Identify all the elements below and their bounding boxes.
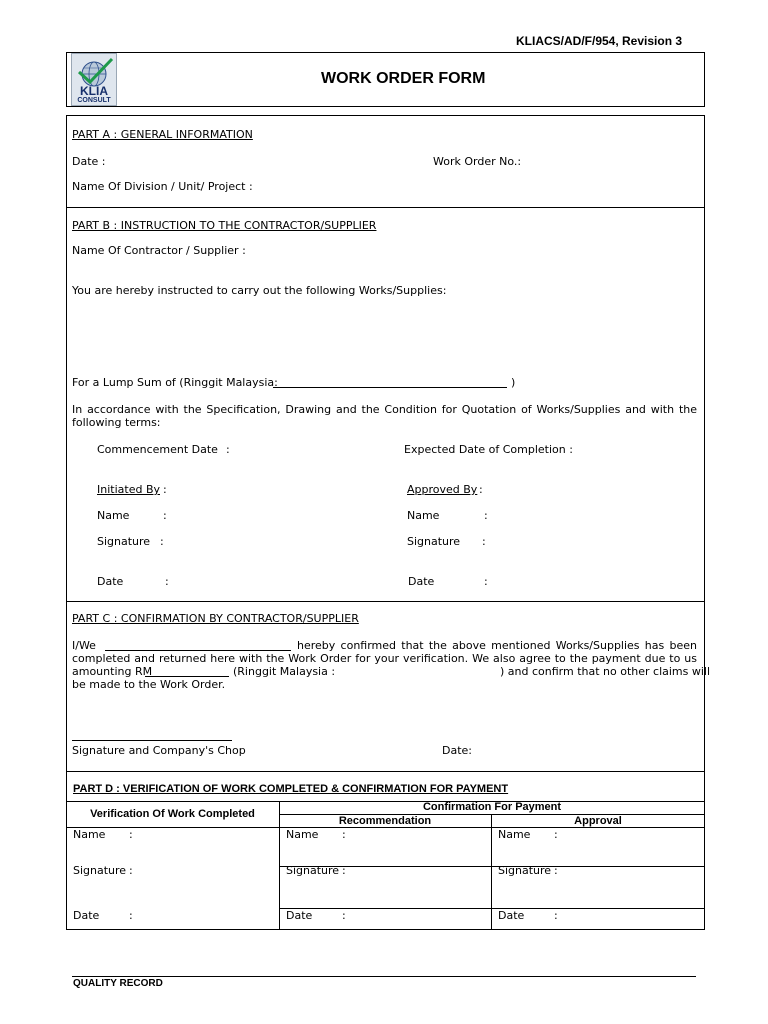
confirm-line3-start: amounting RM xyxy=(72,665,153,678)
verification-name-label: Name xyxy=(73,828,106,841)
verification-date-label: Date xyxy=(73,909,100,922)
confirm-line3-mid: (Ringgit Malaysia : xyxy=(233,665,336,678)
confirm-line4: be made to the Work Order. xyxy=(72,678,226,691)
approval-signature-label: Signature xyxy=(498,864,552,877)
part-d-heading: PART D : VERIFICATION OF WORK COMPLETED & CONFIRMATION FOR PAYMENT xyxy=(73,783,509,795)
logo-subtext: CONSULT xyxy=(77,97,111,104)
division-label: Name Of Division / Unit/ Project : xyxy=(72,180,253,193)
approved-signature-colon: : xyxy=(482,535,486,548)
initiated-by-label: Initiated By xyxy=(97,483,160,496)
approved-date-label: Date xyxy=(408,575,435,588)
confirmation-header: Confirmation For Payment xyxy=(422,801,562,813)
date-label: Date : xyxy=(72,155,106,168)
divider-a-b xyxy=(66,207,705,208)
lump-sum-close: ) xyxy=(511,376,516,389)
work-order-no-label: Work Order No.: xyxy=(433,155,522,168)
part-c-date-label: Date: xyxy=(442,744,472,757)
confirm-line1-start: I/We xyxy=(72,639,96,652)
name-blank xyxy=(105,650,291,651)
approved-name-colon: : xyxy=(484,509,488,522)
instruction-text: You are hereby instructed to carry out the following Works/Supplies: xyxy=(72,284,447,297)
approved-date-colon: : xyxy=(484,575,488,588)
initiated-signature-colon: : xyxy=(160,535,164,548)
part-b-heading: PART B : INSTRUCTION TO THE CONTRACTOR/SUPPLIER xyxy=(72,219,377,232)
initiated-name-colon: : xyxy=(163,509,167,522)
initiated-by-colon: : xyxy=(163,483,167,496)
verification-date-colon: : xyxy=(129,909,133,922)
approved-signature-label: Signature xyxy=(407,535,461,548)
part-a-heading: PART A : GENERAL INFORMATION xyxy=(72,128,253,141)
amount-blank xyxy=(145,676,229,677)
table-header-bottom-line xyxy=(66,827,705,828)
document-reference: KLIACS/AD/F/954, Revision 3 xyxy=(516,34,683,48)
logo-text: KLIA xyxy=(80,84,108,98)
approval-header: Approval xyxy=(574,815,622,827)
divider-c-d xyxy=(66,771,705,772)
approved-by-colon: : xyxy=(479,483,483,496)
recommendation-signature-colon: : xyxy=(342,864,346,877)
confirm-line2: completed and returned here with the Work Order for your verification. We also agree to the payment due to us xyxy=(72,652,697,665)
part-c-heading: PART C : CONFIRMATION BY CONTRACTOR/SUPPLIER xyxy=(72,612,359,625)
divider-b-c xyxy=(66,601,705,602)
approved-by-label: Approved By xyxy=(407,483,478,496)
initiated-name-label: Name xyxy=(97,509,130,522)
recommendation-date-colon: : xyxy=(342,909,346,922)
approval-date-colon: : xyxy=(554,909,558,922)
confirm-line1-end: hereby confirmed that the above mentioned Works/Supplies has been xyxy=(297,639,697,652)
footer-rule xyxy=(72,976,696,977)
table-col-line-2 xyxy=(491,814,492,930)
contractor-label: Name Of Contractor / Supplier : xyxy=(72,244,246,257)
signature-chop-label: Signature and Company's Chop xyxy=(72,744,246,757)
recommendation-header: Recommendation xyxy=(338,815,432,827)
verification-signature-label: Signature xyxy=(73,864,127,877)
lump-sum-label: For a Lump Sum of (Ringgit Malaysia: xyxy=(72,376,278,389)
form-title: WORK ORDER FORM xyxy=(321,70,486,87)
approval-name-colon: : xyxy=(554,828,558,841)
initiated-date-colon: : xyxy=(165,575,169,588)
signature-line xyxy=(72,740,232,741)
verification-header: Verification Of Work Completed xyxy=(90,808,255,820)
recommendation-name-colon: : xyxy=(342,828,346,841)
quality-record-label: QUALITY RECORD xyxy=(73,978,163,989)
approval-name-label: Name xyxy=(498,828,531,841)
confirm-line3-end: ) and confirm that no other claims will xyxy=(500,665,711,678)
verification-name-colon: : xyxy=(129,828,133,841)
accordance-text: In accordance with the Specification, Drawing and the Condition for Quotation of Works/Supplies and with the following terms: xyxy=(72,403,697,429)
initiated-date-label: Date xyxy=(97,575,124,588)
approval-signature-colon: : xyxy=(554,864,558,877)
recommendation-name-label: Name xyxy=(286,828,319,841)
approval-date-label: Date xyxy=(498,909,525,922)
commencement-colon: : xyxy=(226,443,230,456)
expected-completion-label: Expected Date of Completion : xyxy=(404,443,573,456)
recommendation-signature-label: Signature xyxy=(286,864,340,877)
commencement-date-label: Commencement Date xyxy=(97,443,218,456)
verification-signature-colon: : xyxy=(129,864,133,877)
lump-sum-blank xyxy=(273,387,507,388)
klia-consult-logo xyxy=(71,53,117,106)
initiated-signature-label: Signature xyxy=(97,535,151,548)
recommendation-date-label: Date xyxy=(286,909,313,922)
approved-name-label: Name xyxy=(407,509,440,522)
